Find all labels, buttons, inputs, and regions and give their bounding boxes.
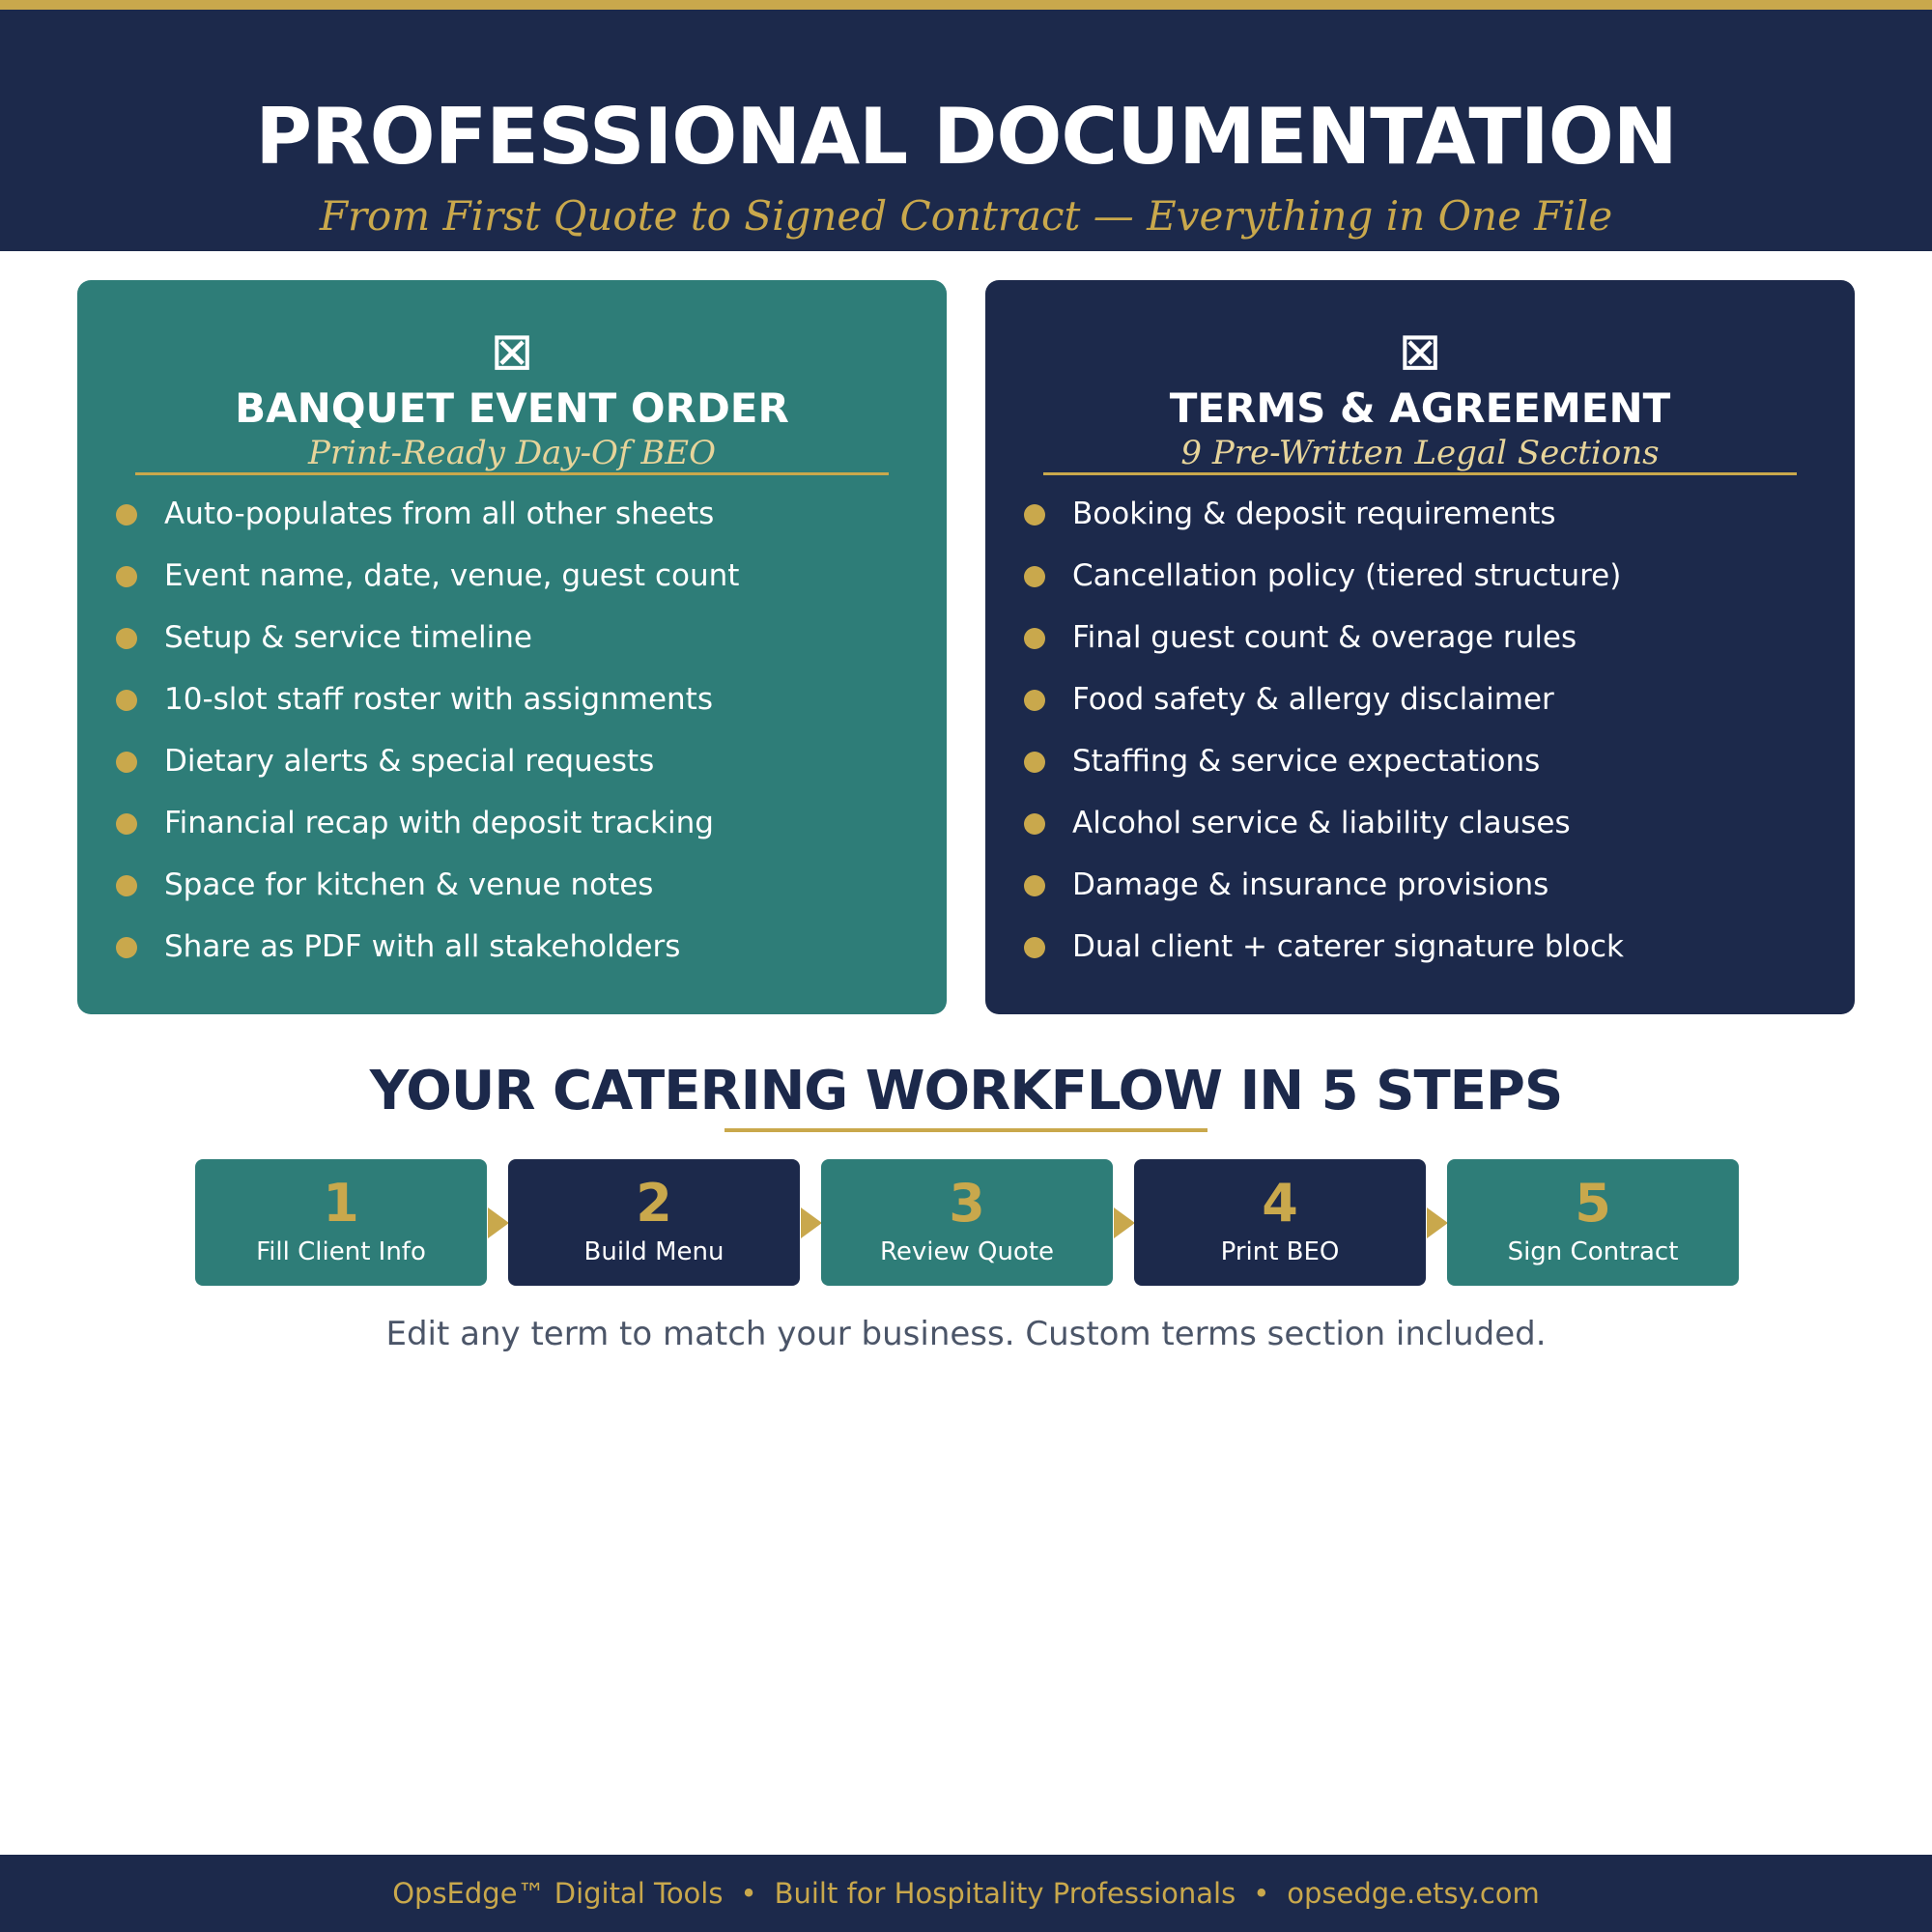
step-number: 3 [949, 1173, 985, 1234]
step-number: 1 [323, 1173, 359, 1234]
step-number: 4 [1262, 1173, 1298, 1234]
list-item-label: Alcohol service & liability clauses [1072, 806, 1571, 840]
beo-card [77, 280, 947, 1014]
workflow-step-5 [1447, 1159, 1739, 1286]
list-item-label: Setup & service timeline [164, 620, 532, 655]
card-divider [1043, 472, 1797, 475]
page-title: PROFESSIONAL DOCUMENTATION [255, 92, 1677, 182]
page-subtitle: From First Quote to Signed Contract — Everything in One File [319, 192, 1613, 240]
list-item-label: Financial recap with deposit tracking [164, 806, 714, 840]
step-number: 2 [636, 1173, 672, 1234]
list-item [1024, 730, 1835, 792]
list-item-label: Share as PDF with all stakeholders [164, 929, 681, 964]
bullet-icon [1024, 937, 1045, 958]
list-item [116, 916, 927, 978]
footer-bar [0, 1855, 1932, 1932]
bullet-icon [116, 937, 137, 958]
list-item-label: Booking & deposit requirements [1072, 497, 1556, 531]
bullet-icon [116, 690, 137, 711]
feature-list [1024, 483, 1835, 978]
list-item [116, 545, 927, 607]
contract-icon: ⊠ [1398, 321, 1442, 382]
list-item [1024, 854, 1835, 916]
list-item-label: Space for kitchen & venue notes [164, 867, 654, 902]
footer-site-link[interactable]: opsedge.etsy.com [1287, 1877, 1540, 1910]
bullet-icon [1024, 752, 1045, 773]
arrow-right-icon [1427, 1208, 1448, 1238]
card-subtitle: 9 Pre-Written Legal Sections [1180, 434, 1660, 472]
bullet-icon [1024, 813, 1045, 835]
list-item-label: Staffing & service expectations [1072, 744, 1541, 779]
list-item-label: Auto-populates from all other sheets [164, 497, 715, 531]
bullet-icon [1024, 628, 1045, 649]
list-item [1024, 483, 1835, 545]
workflow-step-1 [195, 1159, 487, 1286]
list-item [1024, 916, 1835, 978]
card-divider [135, 472, 889, 475]
arrow-right-icon [801, 1208, 822, 1238]
bullet-icon [116, 875, 137, 896]
footer-brand: OpsEdge™ Digital Tools [392, 1877, 724, 1910]
workflow-divider [724, 1128, 1208, 1132]
bullet-icon [116, 813, 137, 835]
list-item [1024, 668, 1835, 730]
list-item [116, 607, 927, 668]
document-icon: ⊠ [490, 321, 534, 382]
card-title: BANQUET EVENT ORDER [235, 384, 789, 432]
list-item [116, 854, 927, 916]
footer-separator: • [1253, 1877, 1270, 1910]
workflow-note: Edit any term to match your business. Custom terms section included. [385, 1315, 1547, 1353]
card-subtitle: Print-Ready Day-Of BEO [308, 434, 716, 472]
list-item-label: 10-slot staff roster with assignments [164, 682, 713, 717]
bullet-icon [1024, 690, 1045, 711]
workflow-step-3 [821, 1159, 1113, 1286]
list-item-label: Dietary alerts & special requests [164, 744, 655, 779]
list-item [1024, 545, 1835, 607]
step-label: Print BEO [1220, 1237, 1340, 1266]
header-banner [0, 10, 1932, 251]
step-label: Review Quote [879, 1237, 1055, 1266]
workflow-title: YOUR CATERING WORKFLOW IN 5 STEPS [369, 1060, 1563, 1122]
footer-separator: • [740, 1877, 757, 1910]
workflow-step-2 [508, 1159, 800, 1286]
bullet-icon [1024, 504, 1045, 526]
list-item-label: Event name, date, venue, guest count [164, 558, 740, 593]
list-item-label: Dual client + caterer signature block [1072, 929, 1624, 964]
arrow-right-icon [488, 1208, 509, 1238]
step-label: Fill Client Info [256, 1237, 426, 1266]
feature-list [116, 483, 927, 978]
list-item-label: Damage & insurance provisions [1072, 867, 1549, 902]
step-label: Sign Contract [1507, 1237, 1679, 1266]
list-item [116, 730, 927, 792]
workflow-step-4 [1134, 1159, 1426, 1286]
terms-card [985, 280, 1855, 1014]
bullet-icon [116, 504, 137, 526]
step-number: 5 [1575, 1173, 1611, 1234]
bullet-icon [1024, 566, 1045, 587]
bullet-icon [1024, 875, 1045, 896]
list-item [116, 668, 927, 730]
list-item-label: Cancellation policy (tiered structure) [1072, 558, 1622, 593]
step-label: Build Menu [583, 1237, 724, 1266]
bullet-icon [116, 628, 137, 649]
arrow-right-icon [1114, 1208, 1135, 1238]
list-item [1024, 792, 1835, 854]
top-accent-strip [0, 0, 1932, 10]
list-item-label: Final guest count & overage rules [1072, 620, 1577, 655]
list-item [116, 483, 927, 545]
card-title: TERMS & AGREEMENT [1169, 384, 1671, 432]
footer-tagline: Built for Hospitality Professionals [774, 1877, 1236, 1910]
list-item-label: Food safety & allergy disclaimer [1072, 682, 1554, 717]
bullet-icon [116, 566, 137, 587]
bullet-icon [116, 752, 137, 773]
list-item [116, 792, 927, 854]
list-item [1024, 607, 1835, 668]
